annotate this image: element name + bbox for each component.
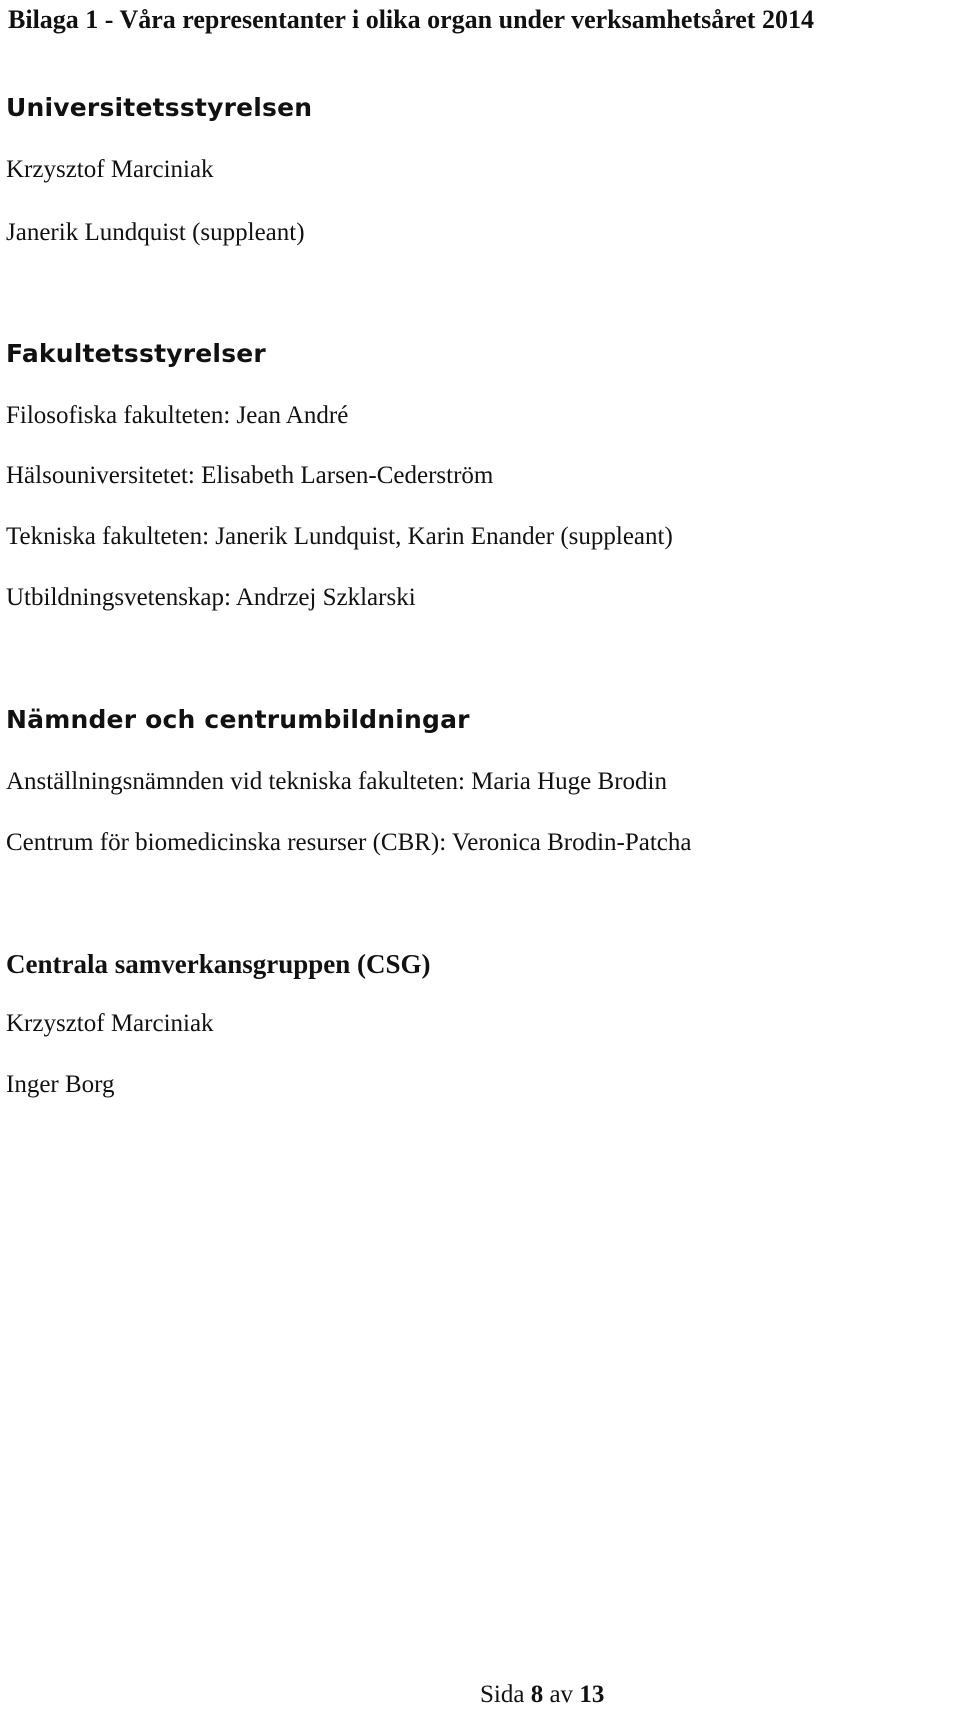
list-item: Inger Borg	[6, 1071, 115, 1098]
page-number-separator: av	[549, 1681, 574, 1708]
list-item: Utbildningsvetenskap: Andrzej Szklarski	[6, 584, 416, 611]
page-number-total: 13	[579, 1681, 605, 1708]
list-item: Janerik Lundquist (suppleant)	[6, 219, 305, 246]
section-heading-fakultetsstyrelser: Fakultetsstyrelser	[6, 339, 266, 368]
section-heading-csg: Centrala samverkansgruppen (CSG)	[6, 949, 431, 979]
list-item: Krzysztof Marciniak	[6, 156, 214, 183]
section-heading-namnder: Nämnder och centrumbildningar	[6, 705, 470, 734]
list-item: Krzysztof Marciniak	[6, 1010, 214, 1037]
list-item: Centrum för biomedicinska resurser (CBR): Veronica Brodin-Patcha	[6, 829, 692, 856]
list-item: Filosofiska fakulteten: Jean André	[6, 402, 349, 429]
page-number	[480, 1680, 604, 1710]
list-item: Anställningsnämnden vid tekniska fakulteten: Maria Huge Brodin	[6, 768, 667, 795]
section-heading-universitetsstyrelsen: Universitetsstyrelsen	[6, 93, 313, 122]
list-item: Tekniska fakulteten: Janerik Lundquist, Karin Enander (suppleant)	[6, 523, 673, 550]
page-number-current: 8	[530, 1681, 544, 1708]
page-number-prefix: Sida	[480, 1681, 525, 1708]
document-title: Bilaga 1 - Våra representanter i olika organ under verksamhetsåret 2014	[8, 5, 814, 34]
list-item: Hälsouniversitetet: Elisabeth Larsen-Cederström	[6, 462, 494, 489]
